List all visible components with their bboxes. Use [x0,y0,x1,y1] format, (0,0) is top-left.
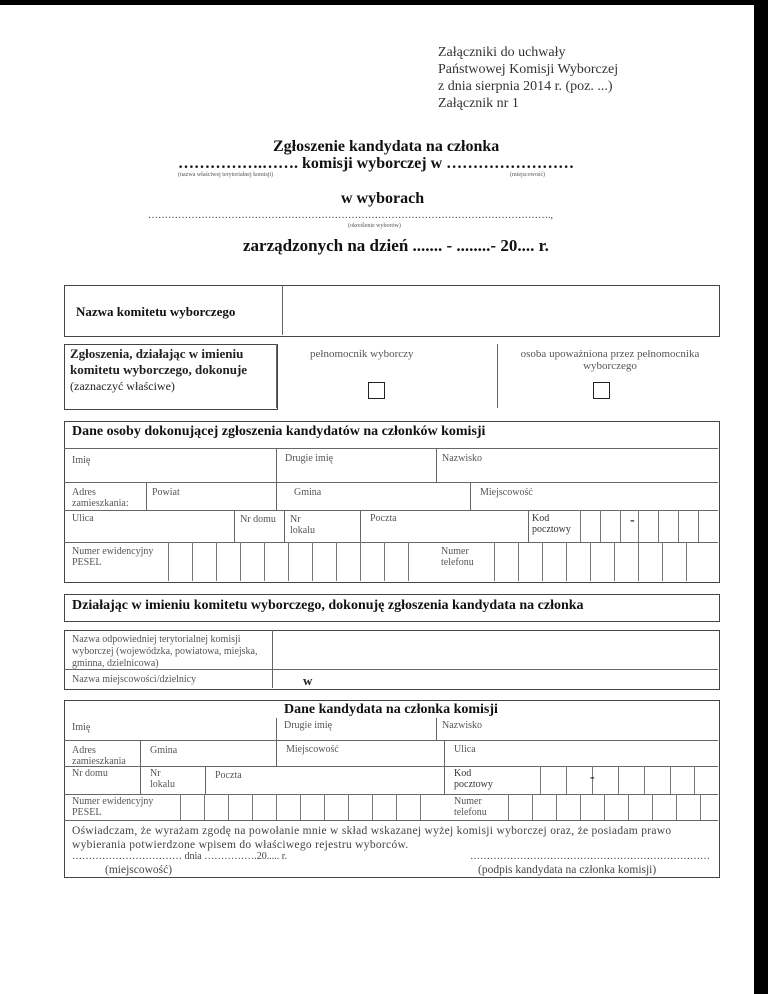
acting-rule [64,669,718,670]
cand-div-g [205,766,206,794]
candidate-imie: Imię [72,722,91,733]
person-div-b [436,448,437,482]
person-pesel: Numer ewidencyjny PESEL [72,546,154,568]
person-div-e [470,482,471,510]
candidate-nazwisko: Nazwisko [442,720,482,731]
person-telefon-cells[interactable] [494,542,718,581]
acting-locality: Nazwa miejscowości/dzielnicy [72,674,197,685]
candidate-miejscowosc: Miejscowość [286,744,339,755]
committee-input[interactable] [284,287,716,333]
header-line2: Państwowej Komisji Wyborczej [438,62,619,77]
acting-w: w [303,673,313,688]
title-line3: w wyborach [341,190,425,207]
person-div-i [528,510,529,542]
committee-divider [282,285,283,335]
candidate-pesel-cells[interactable] [180,794,444,820]
locality-input[interactable] [316,671,716,687]
header-line3: z dnia sierpnia 2014 r. (poz. ...) [438,79,613,94]
person-rule-1 [64,448,718,449]
cand-rule-4 [64,820,718,821]
cand-div-a [276,718,277,740]
cand-div-f [140,766,141,794]
candidate-nr-lokalu: Nr lokalu [150,768,175,790]
declaration-sig-label: (podpis kandydata na członka komisji) [478,864,657,876]
person-telefon: Numer telefonu [441,546,474,568]
title-sub-right: (miejscowość) [510,172,545,178]
role-divider-2 [497,344,498,408]
person-adres: Adres zamieszkania: [72,487,129,509]
person-poczta: Poczta [370,513,397,524]
person-div-c [146,482,147,510]
commission-name-input[interactable] [274,632,716,667]
title-line4: zarządzonych na dzień ....... - ........- 20.... r. [243,236,549,255]
cand-div-h [444,766,445,794]
person-gmina: Gmina [294,487,322,498]
person-nazwisko: Nazwisko [442,453,482,464]
cand-rule-1 [64,740,718,741]
person-nr-lokalu: Nr lokalu [290,514,315,536]
scan-edge-right [754,0,768,994]
person-nr-domu: Nr domu [240,514,276,525]
committee-label: Nazwa komitetu wyborczego [76,304,236,319]
candidate-drugie-imie: Drugie imię [284,720,333,731]
person-kod: Kod pocztowy [532,513,571,535]
candidate-ulica: Ulica [454,744,476,755]
person-imie: Imię [72,455,91,466]
declaration-sig-line[interactable]: ……………………………………………………………… [470,851,710,862]
title-sub-left: (nazwa właściwej terytorialnej komisji) [178,172,274,178]
cand-div-b [436,718,437,740]
option1-checkbox[interactable] [368,382,385,399]
option1-label: pełnomocnik wyborczy [310,348,414,360]
title-line1: Zgłoszenie kandydata na członka [273,138,500,155]
candidate-kod: Kod pocztowy [454,768,493,790]
cand-div-d [276,740,277,766]
candidate-telefon: Numer telefonu [454,796,487,818]
header-line1: Załączniki do uchwały [438,45,566,60]
person-heading: Dane osoby dokonującej zgłoszenia kandydatów na członków komisji [72,424,486,439]
person-div-a [276,448,277,482]
person-drugie-imie: Drugie imię [285,453,334,464]
person-div-f [234,510,235,542]
header-line4: Załącznik nr 1 [438,96,519,111]
option2-checkbox[interactable] [593,382,610,399]
candidate-nr-domu: Nr domu [72,768,108,779]
header-block [438,44,618,112]
candidate-kod-dash: - [590,770,595,785]
declaration-place-label: (miejscowość) [105,864,173,876]
person-div-d [276,482,277,510]
cand-div-e [444,740,445,766]
candidate-heading: Dane kandydata na członka komisji [284,702,498,717]
candidate-pesel: Numer ewidencyjny PESEL [72,796,154,818]
scan-edge-top [0,0,768,5]
role-label [70,346,274,394]
candidate-adres: Adres zamieszkania [72,745,126,767]
person-div-h [360,510,361,542]
person-kod-dash: - [630,513,635,528]
person-ulica: Ulica [72,513,94,524]
person-powiat: Powiat [152,487,180,498]
person-miejscowosc: Miejscowość [480,487,533,498]
role-label-bold: Zgłoszenia, działając w imieniu komitetu wyborczego, dokonuje [70,346,248,377]
cand-div-c [140,740,141,766]
title-line2: …………….……. komisji wyborczej w …………………… [178,155,575,172]
role-divider-1 [276,344,277,408]
declaration-date-line[interactable]: …………………………… dnia …………….20..... r. [72,851,287,862]
declaration-text: Oświadczam, że wyrażam zgodę na powołanie mnie w skład wskazanej wyżej komisji wyborczej oraz, że posiadam prawo wybierania potwierdzone wpisem do właściwego rejestru wyborców. [72,825,672,851]
candidate-kod-cells[interactable] [540,766,718,794]
acting-div [272,630,273,688]
acting-commission-name: Nazwa odpowiedniej terytorialnej komisji wyborczej (wojewódzka, powiatowa, miejska, gminna, dzielnicowa) [72,634,258,669]
person-div-g [284,510,285,542]
elections-dotline: …………………………………………………………………………………………………………., [148,210,553,221]
person-rule-2 [64,482,718,483]
candidate-telefon-cells[interactable] [508,794,718,820]
person-pesel-cells[interactable] [168,542,436,581]
candidate-gmina: Gmina [150,745,178,756]
option2-label: osoba upoważniona przez pełnomocnika wyborczego [520,348,700,372]
acting-heading: Działając w imieniu komitetu wyborczego, dokonuję zgłoszenia kandydata na członka [72,598,584,613]
title-sub-elections: (określenie wyborów) [348,223,401,229]
person-kod-cells[interactable] [580,510,718,542]
role-label-note: (zaznaczyć właściwe) [70,379,175,393]
candidate-poczta: Poczta [215,770,242,781]
